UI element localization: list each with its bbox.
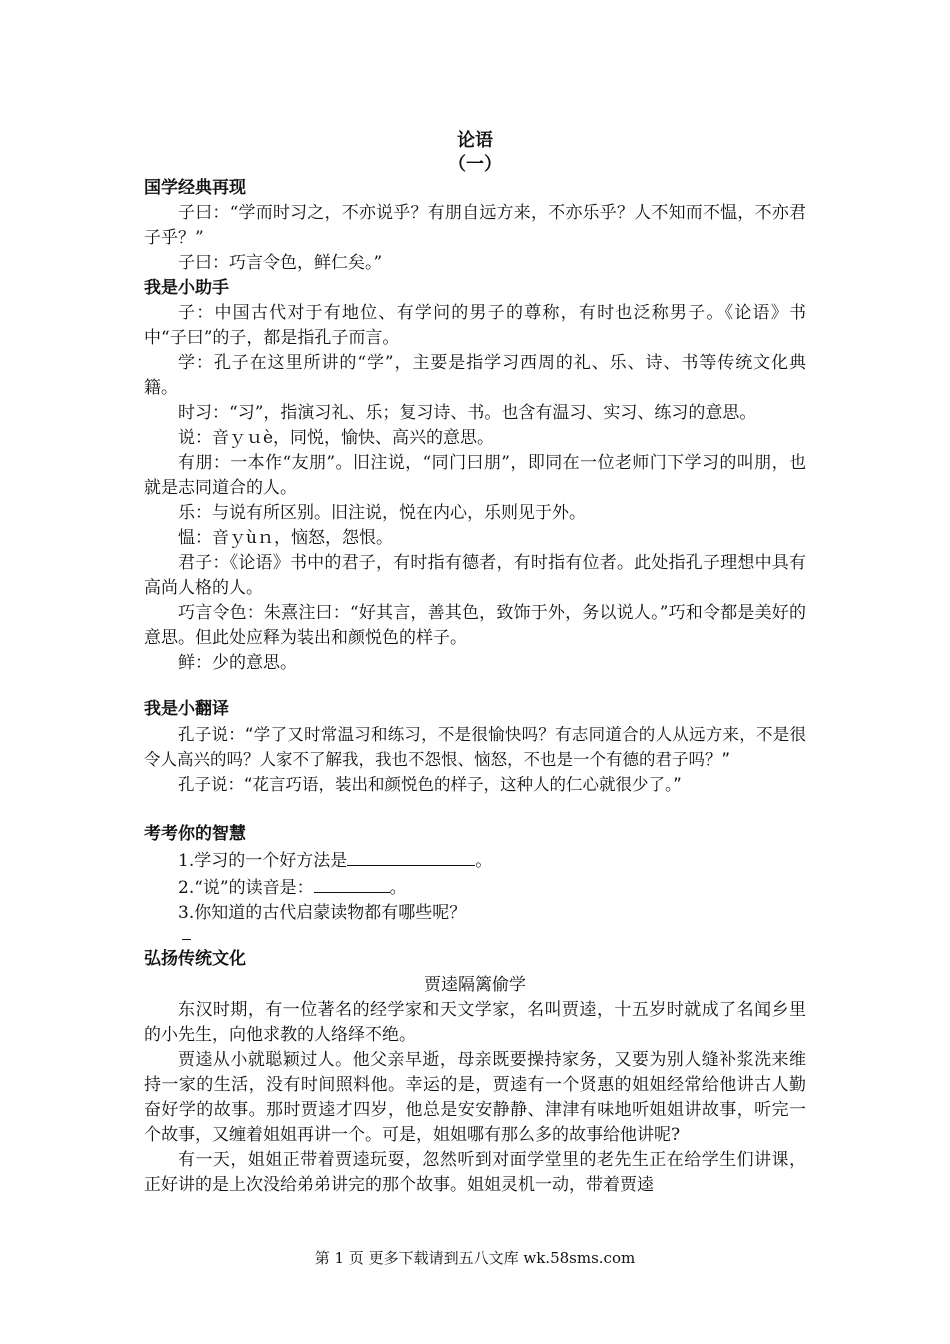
annotation-item: 君子：《论语》书中的君子，有时指有德者，有时指有位者。此处指孔子理想中具有高尚人格的人。	[144, 553, 806, 598]
annotation-item: 有朋：一本作“友朋”。旧注说，“同门曰朋”，即同在一位老师门下学习的叫朋，也就是志同道合的人。	[144, 453, 806, 498]
story-paragraph: 贾逵从小就聪颖过人。他父亲早逝，母亲既要操持家务，又要为别人缝补浆洗来维持一家的生活，没有时间照料他。幸运的是，贾逵有一个贤惠的姐姐经常给他讲古人勤奋好学的故事。那时贾逵才四岁，他总是安安静静、津津有味地听姐姐讲故事，听完一个故事，又缠着姐姐再讲一个。可是，姐姐哪有那么多的故事给他讲呢?	[144, 1050, 806, 1145]
annotation-item: 巧言令色：朱熹注曰：“好其言，善其色，致饰于外，务以说人。”巧和令都是美好的意思。但此处应释为装出和颜悦色的样子。	[144, 603, 806, 648]
section-heading: 弘扬传统文化	[144, 949, 246, 969]
section-quiz	[144, 822, 806, 926]
classic-line: 子曰：巧言令色，鲜仁矣。”	[178, 253, 383, 273]
section-translation	[144, 697, 806, 797]
section-culture-story	[144, 947, 806, 1198]
annotation-item: 愠：音ｙùｎ，恼怒，怨恨。	[178, 528, 393, 548]
quiz-question-2: 2.“说”的读音是： 。	[144, 874, 806, 901]
section-heading: 考考你的智慧	[144, 824, 246, 844]
page-footer: 第 1 页 更多下载请到五八文库 wk.58sms.com	[314, 1249, 636, 1267]
annotation-item: 学：孔子在这里所讲的“学”，主要是指学习西周的礼、乐、诗、书等传统文化典籍。	[144, 353, 806, 398]
classic-line: 子曰：“学而时习之，不亦说乎？有朋自远方来，不亦乐乎？人不知而不愠，不亦君子乎？”	[144, 203, 806, 248]
answer-blank-2[interactable]	[314, 874, 390, 893]
stray-underline	[182, 939, 191, 940]
story-paragraph: 有一天，姐姐正带着贾逵玩耍，忽然听到对面学堂里的老先生正在给学生们讲课，正好讲的是上次没给弟弟讲完的那个故事。姐姐灵机一动，带着贾逵	[144, 1150, 806, 1195]
section-annotations	[144, 276, 806, 676]
annotation-item: 说：音ｙｕè，同悦，愉快、高兴的意思。	[178, 428, 495, 448]
story-paragraph: 东汉时期，有一位著名的经学家和天文学家，名叫贾逵，十五岁时就成了名闻乡里的小先生，向他求教的人络绎不绝。	[144, 1000, 806, 1045]
quiz-question-3: 3.你知道的古代启蒙读物都有哪些呢？	[178, 903, 467, 923]
answer-blank-1[interactable]	[347, 847, 475, 866]
quiz-question-1: 1.学习的一个好方法是 。	[144, 847, 806, 874]
annotation-item: 乐：与说有所区别。旧注说，悦在内心，乐则见于外。	[178, 503, 586, 523]
section-heading: 我是小助手	[144, 278, 229, 298]
annotation-item: 鲜：少的意思。	[178, 653, 297, 673]
section-classic-text	[144, 176, 806, 276]
annotation-item: 时习：“习”，指演习礼、乐；复习诗、书。也含有温习、实习、练习的意思。	[178, 403, 757, 423]
story-title: 贾逵隔篱偷学	[424, 975, 526, 995]
document-subtitle: （一）	[448, 154, 502, 175]
translation-line: 孔子说：“花言巧语，装出和颜悦色的样子，这种人的仁心就很少了。”	[178, 775, 682, 794]
annotation-item: 子：中国古代对于有地位、有学问的男子的尊称，有时也泛称男子。《论语》书中“子曰”的子，都是指孔子而言。	[144, 303, 806, 348]
section-heading: 我是小翻译	[144, 699, 229, 719]
section-heading: 国学经典再现	[144, 178, 246, 198]
document-title: 论语	[457, 130, 493, 151]
translation-line: 孔子说：“学了又时常温习和练习，不是很愉快吗？有志同道合的人从远方来，不是很令人高兴的吗？人家不了解我，我也不怨恨、恼怒，不也是一个有德的君子吗？”	[144, 725, 806, 769]
